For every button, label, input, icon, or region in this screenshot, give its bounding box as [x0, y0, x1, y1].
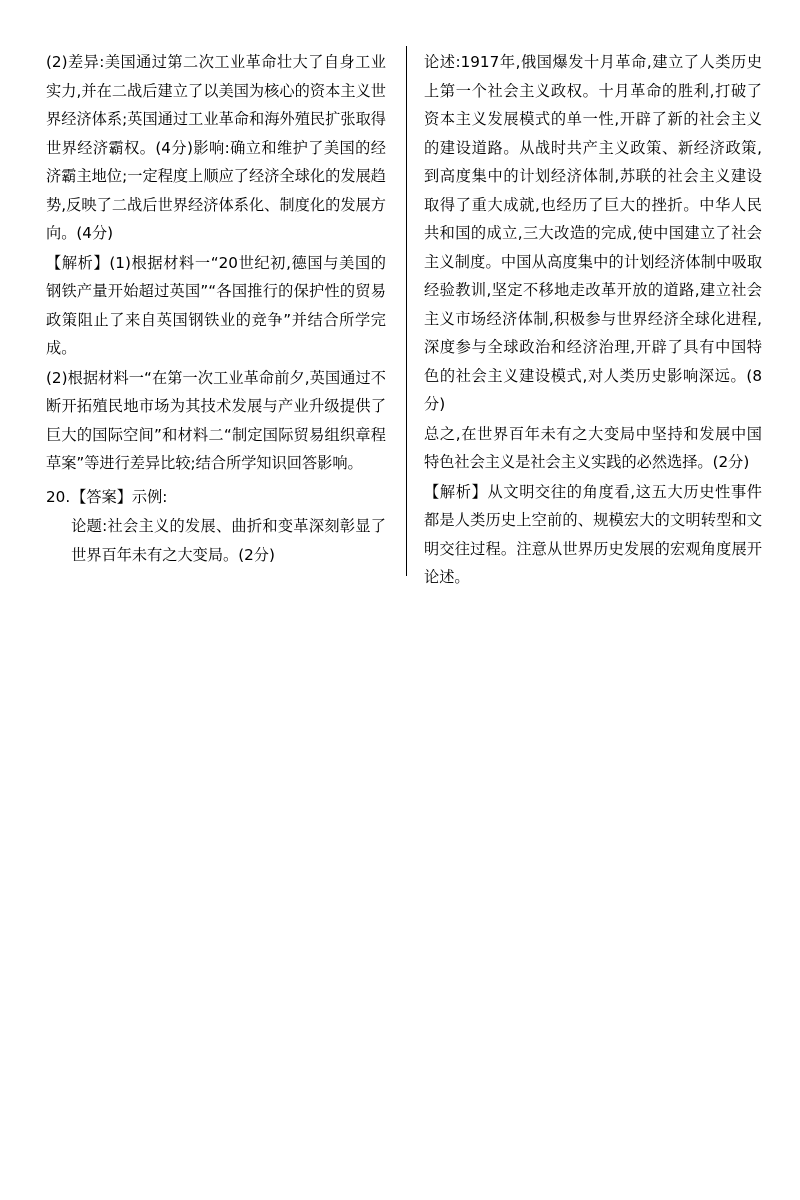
- question-20: [46, 483, 386, 571]
- paragraph-analysis: 【解析】从文明交往的角度看,这五大历史性事件都是人类历史上空前的、规模宏大的文明转型和文明交往过程。注意从世界历史发展的宏观角度展开论述。: [424, 482, 762, 586]
- document-body: [46, 48, 762, 593]
- right-column: [404, 48, 762, 593]
- paragraph-analysis-1: 【解析】(1)根据材料一“20世纪初,德国与美国的钢铁产量开始超过英国”“各国推行的保护性的贸易政策阻止了来自英国钢铁业的竞争”并结合所学完成。: [46, 253, 386, 357]
- paragraph: (2)差异:美国通过第二次工业革命壮大了自身工业实力,并在二战后建立了以美国为核心的资本主义世界经济体系;英国通过工业革命和海外殖民扩张取得世界经济霸权。(4分)影响:确立和维护了美国的经济霸主地位;一定程度上顺应了经济全球化的发展趋势,反映了二战后世界经济体系化、制度化的发展方向。(4分): [46, 53, 386, 242]
- question-body: [71, 483, 386, 571]
- paragraph-discussion: 论述:1917年,俄国爆发十月革命,建立了人类历史上第一个社会主义政权。十月革命的胜利,打破了资本主义发展模式的单一性,开辟了新的社会主义的建设道路。从战时共产主义政策、新经济政策,到高度集中的计划经济体制,苏联的社会主义建设取得了重大成就,也经历了巨大的挫折。中华人民共和国的成立,三大改造的完成,使中国建立了社会主义制度。中国从高度集中的计划经济体制中吸取经验教训,坚定不移地走改革开放的道路,建立社会主义市场经济体制,积极参与世界经济全球化进程,深度参与全球政治和经济治理,开辟了具有中国特色的社会主义建设模式,对人类历史影响深远。(8分): [424, 53, 762, 413]
- question-number: 20.: [46, 487, 71, 506]
- answer-label: 【答案】示例:: [71, 487, 168, 506]
- answer-paragraph: 论题:社会主义的发展、曲折和变革深刻彰显了世界百年未有之大变局。(2分): [71, 517, 386, 564]
- left-column: [46, 48, 404, 570]
- paragraph-conclusion: 总之,在世界百年未有之大变局中坚持和发展中国特色社会主义是社会主义实践的必然选择。(2分): [424, 424, 762, 471]
- paragraph-analysis-2: (2)根据材料一“在第一次工业革命前夕,英国通过不断开拓殖民地市场为其技术发展与产业升级提供了巨大的国际空间”和材料二“制定国际贸易组织章程草案”等进行差异比较;结合所学知识回答影响。: [46, 368, 386, 472]
